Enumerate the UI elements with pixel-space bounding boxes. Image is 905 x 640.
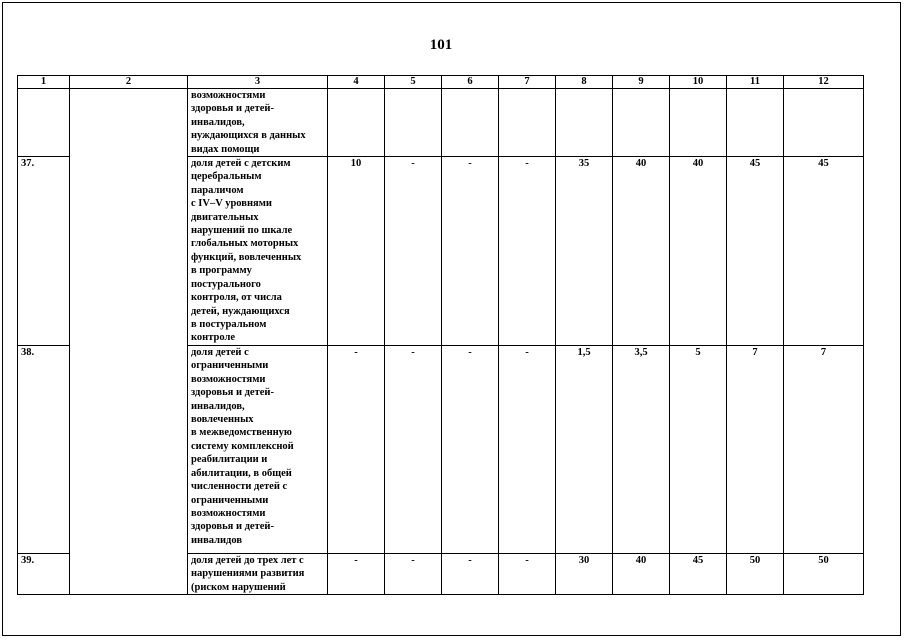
header-cell: 7 [499,76,556,89]
value-cell: - [328,554,385,595]
value-cell: - [442,157,499,346]
value-cell: 35 [556,157,613,346]
value-cell [727,89,784,157]
value-cell: - [328,346,385,554]
header-cell: 8 [556,76,613,89]
indicator-description: доля детей до трех лет с нарушениями развития (риском нарушений [188,554,328,595]
value-cell: 5 [670,346,727,554]
section-name-cell [70,89,188,595]
header-cell: 4 [328,76,385,89]
value-cell: 40 [613,554,670,595]
value-cell: 45 [727,157,784,346]
value-cell: 45 [784,157,864,346]
value-cell [328,89,385,157]
header-cell: 5 [385,76,442,89]
header-cell: 9 [613,76,670,89]
value-cell [613,89,670,157]
header-cell: 1 [18,76,70,89]
value-cell [442,89,499,157]
indicator-description: доля детей с детским церебральным параличом с IV–V уровнями двигательных нарушений по шкале глобальных моторных функций, вовлеченных в программу постурального контроля, от числа детей, нуждающихся в постуральном контроле [188,157,328,346]
value-cell: - [499,346,556,554]
value-cell: 10 [328,157,385,346]
value-cell: - [442,554,499,595]
indicator-description: возможностями здоровья и детей- инвалидов, нуждающихся в данных видах помощи [188,89,328,157]
value-cell: - [385,346,442,554]
indicator-description: доля детей с ограниченными возможностями здоровья и детей- инвалидов, вовлеченных в межведомственную систему комплексной реабилитации и абилитации, в общей численности детей с ограниченными возможностями здоровья и детей- инвалидов [188,346,328,554]
value-cell: 7 [784,346,864,554]
value-cell [499,89,556,157]
row-number-cell: 37. [18,157,70,346]
value-cell: 50 [784,554,864,595]
row-number-cell [18,89,70,157]
value-cell: 45 [670,554,727,595]
value-cell: - [385,157,442,346]
value-cell: 1,5 [556,346,613,554]
value-cell [670,89,727,157]
value-cell: 40 [613,157,670,346]
table-row [18,89,864,157]
value-cell: - [499,554,556,595]
value-cell: - [385,554,442,595]
header-cell: 10 [670,76,727,89]
value-cell [385,89,442,157]
table-header-row [18,76,864,89]
header-cell: 6 [442,76,499,89]
header-cell: 11 [727,76,784,89]
value-cell: 50 [727,554,784,595]
value-cell: 30 [556,554,613,595]
header-cell: 12 [784,76,864,89]
row-number-cell: 38. [18,346,70,554]
indicators-table [17,75,864,595]
value-cell: 40 [670,157,727,346]
header-cell: 2 [70,76,188,89]
value-cell [556,89,613,157]
value-cell: 3,5 [613,346,670,554]
value-cell [784,89,864,157]
row-number-cell: 39. [18,554,70,595]
value-cell: - [442,346,499,554]
header-cell: 3 [188,76,328,89]
value-cell: 7 [727,346,784,554]
value-cell: - [499,157,556,346]
page-number: 101 [429,37,453,53]
